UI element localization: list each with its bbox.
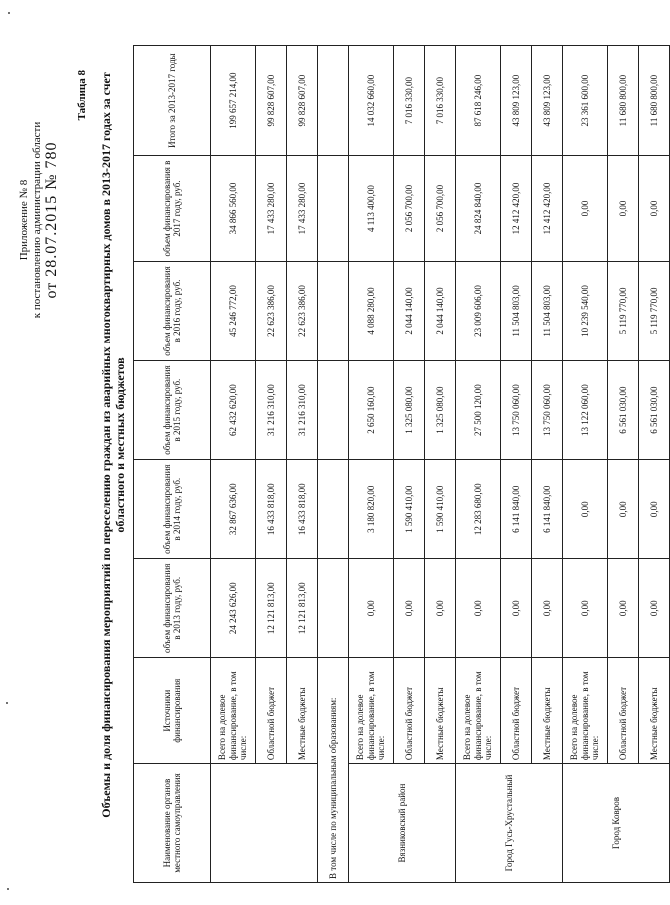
value-cell: 2 056 700,00 — [425, 156, 456, 262]
value-cell: 22 623 386,00 — [287, 261, 318, 360]
table-row — [639, 46, 670, 883]
column-header: объем финансирования в 2014 году, руб. — [134, 460, 211, 559]
value-cell: 13 750 060,00 — [532, 361, 563, 460]
value-cell: 24 824 840,00 — [456, 156, 501, 262]
table-row — [349, 46, 394, 883]
empty-cell — [318, 361, 349, 460]
value-cell: 12 121 813,00 — [256, 559, 287, 658]
value-cell: 2 044 140,00 — [425, 261, 456, 360]
source-cell: Местные бюджеты — [287, 658, 318, 764]
value-cell: 11 504 803,00 — [501, 261, 532, 360]
value-cell: 0,00 — [456, 559, 501, 658]
value-cell: 45 246 772,00 — [211, 261, 256, 360]
value-cell: 12 121 813,00 — [287, 559, 318, 658]
source-cell: Всего на долевое финансирование, в том числе: — [563, 658, 608, 764]
table-row — [211, 46, 256, 883]
value-cell: 32 867 636,00 — [211, 460, 256, 559]
value-cell: 6 141 840,00 — [501, 460, 532, 559]
value-cell: 2 056 700,00 — [394, 156, 425, 262]
empty-cell — [318, 261, 349, 360]
value-cell: 12 412 420,00 — [532, 156, 563, 262]
value-cell: 43 809 123,00 — [501, 46, 532, 156]
source-cell: Всего на долевое финансирование, в том числе: — [211, 658, 256, 764]
value-cell: 0,00 — [349, 559, 394, 658]
value-cell: 0,00 — [394, 559, 425, 658]
table-row — [256, 46, 287, 883]
value-cell: 1 325 080,00 — [425, 361, 456, 460]
value-cell: 16 433 818,00 — [256, 460, 287, 559]
table-row — [608, 46, 639, 883]
table-row — [287, 46, 318, 883]
value-cell: 0,00 — [639, 559, 670, 658]
value-cell: 6 561 030,00 — [639, 361, 670, 460]
value-cell: 5 119 770,00 — [608, 261, 639, 360]
column-header: Наименование органов местного самоуправления — [134, 764, 211, 883]
column-header: объем финансирования в 2017 году, руб. — [134, 156, 211, 262]
table-number: Таблица 8 — [76, 70, 88, 121]
value-cell: 22 623 386,00 — [256, 261, 287, 360]
source-cell: Местные бюджеты — [639, 658, 670, 764]
municipality-name: Город Ковров — [563, 764, 670, 883]
municipality-name: Город Гусь-Хрустальный — [456, 764, 563, 883]
column-header: объем финансирования в 2013 году, руб. — [134, 559, 211, 658]
source-cell: Всего на долевое финансирование, в том числе: — [456, 658, 501, 764]
appendix-number: Приложение № 8 — [18, 179, 30, 261]
value-cell: 62 432 620,00 — [211, 361, 256, 460]
value-cell: 4 088 280,00 — [349, 261, 394, 360]
table-header-row — [134, 46, 211, 883]
value-cell: 23 009 606,00 — [456, 261, 501, 360]
value-cell: 17 433 280,00 — [256, 156, 287, 262]
appendix-reference: к постановлению администрации области — [30, 121, 43, 319]
value-cell: 6 561 030,00 — [608, 361, 639, 460]
value-cell: 99 828 607,00 — [287, 46, 318, 156]
value-cell: 0,00 — [425, 559, 456, 658]
value-cell: 11 504 803,00 — [532, 261, 563, 360]
section-row — [318, 46, 349, 883]
value-cell: 199 657 214,00 — [211, 46, 256, 156]
scan-speck — [8, 12, 10, 14]
value-cell: 0,00 — [563, 559, 608, 658]
table-row — [501, 46, 532, 883]
value-cell: 24 243 626,00 — [211, 559, 256, 658]
total-org-cell — [211, 764, 318, 883]
column-header: объем финансирования в 2016 году, руб. — [134, 261, 211, 360]
value-cell: 6 141 840,00 — [532, 460, 563, 559]
value-cell: 2 650 160,00 — [349, 361, 394, 460]
value-cell: 1 590 410,00 — [394, 460, 425, 559]
municipality-name: Вязниковский район — [349, 764, 456, 883]
source-cell: Всего на долевое финансирование, в том числе: — [349, 658, 394, 764]
table-row — [425, 46, 456, 883]
value-cell: 16 433 818,00 — [287, 460, 318, 559]
empty-cell — [318, 156, 349, 262]
value-cell: 0,00 — [608, 559, 639, 658]
table-row — [394, 46, 425, 883]
value-cell: 4 113 400,00 — [349, 156, 394, 262]
source-cell: Областной бюджет — [501, 658, 532, 764]
value-cell: 0,00 — [532, 559, 563, 658]
value-cell: 11 680 800,00 — [608, 46, 639, 156]
appendix-date: от 28.07.2015 № 780 — [43, 141, 61, 299]
value-cell: 17 433 280,00 — [287, 156, 318, 262]
value-cell: 7 016 330,00 — [394, 46, 425, 156]
column-header: Итого за 2013-2017 годы — [134, 46, 211, 156]
value-cell: 13 750 060,00 — [501, 361, 532, 460]
scan-speck — [7, 888, 9, 890]
source-cell: Областной бюджет — [256, 658, 287, 764]
value-cell: 23 361 600,00 — [563, 46, 608, 156]
column-header: Источники финансирования — [134, 658, 211, 764]
section-label: В том числе по муниципальным образованиям: — [318, 658, 349, 883]
table-row — [563, 46, 608, 883]
value-cell: 43 809 123,00 — [532, 46, 563, 156]
document-title: Объемы и доля финансирования мероприятий по переселению граждан из аварийных многоквартирных домов в 2013-2017 годах за счет областного и местных бюджетов — [99, 72, 127, 818]
value-cell: 11 680 800,00 — [639, 46, 670, 156]
value-cell: 14 032 660,00 — [349, 46, 394, 156]
column-header: объем финансирования в 2015 году, руб. — [134, 361, 211, 460]
source-cell: Местные бюджеты — [532, 658, 563, 764]
empty-cell — [318, 559, 349, 658]
value-cell: 31 216 310,00 — [256, 361, 287, 460]
value-cell: 7 016 330,00 — [425, 46, 456, 156]
value-cell: 13 122 060,00 — [563, 361, 608, 460]
value-cell: 0,00 — [639, 156, 670, 262]
value-cell: 0,00 — [501, 559, 532, 658]
value-cell: 31 216 310,00 — [287, 361, 318, 460]
value-cell: 12 412 420,00 — [501, 156, 532, 262]
source-cell: Областной бюджет — [394, 658, 425, 764]
empty-cell — [318, 46, 349, 156]
table-row — [456, 46, 501, 883]
value-cell: 0,00 — [608, 156, 639, 262]
value-cell: 5 119 770,00 — [639, 261, 670, 360]
value-cell: 10 239 540,00 — [563, 261, 608, 360]
value-cell: 2 044 140,00 — [394, 261, 425, 360]
source-cell: Местные бюджеты — [425, 658, 456, 764]
value-cell: 0,00 — [608, 460, 639, 559]
scan-speck — [6, 702, 8, 704]
value-cell: 27 500 120,00 — [456, 361, 501, 460]
value-cell: 12 283 680,00 — [456, 460, 501, 559]
value-cell: 87 618 246,00 — [456, 46, 501, 156]
value-cell: 34 866 560,00 — [211, 156, 256, 262]
financing-table — [133, 45, 670, 883]
table-row — [532, 46, 563, 883]
value-cell: 0,00 — [639, 460, 670, 559]
value-cell: 1 590 410,00 — [425, 460, 456, 559]
source-cell: Областной бюджет — [608, 658, 639, 764]
value-cell: 99 828 607,00 — [256, 46, 287, 156]
appendix-block — [18, 70, 62, 370]
empty-cell — [318, 460, 349, 559]
value-cell: 3 180 820,00 — [349, 460, 394, 559]
value-cell: 0,00 — [563, 460, 608, 559]
value-cell: 1 325 080,00 — [394, 361, 425, 460]
value-cell: 0,00 — [563, 156, 608, 262]
